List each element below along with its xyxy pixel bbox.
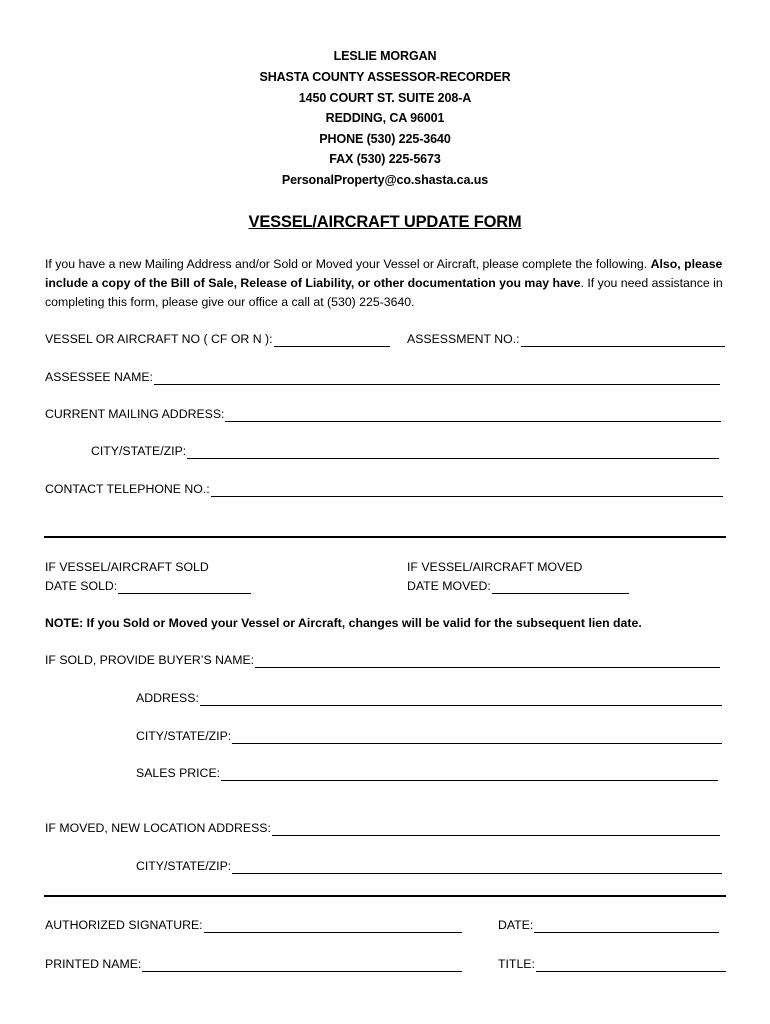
buyer-name-field[interactable]: [45, 652, 720, 668]
date-sold-input-line[interactable]: [118, 581, 251, 594]
office-phone: PHONE (530) 225-3640: [319, 132, 451, 146]
buyer-address-label: ADDRESS:: [136, 691, 199, 705]
buyer-name-input-line[interactable]: [255, 655, 720, 668]
buyer-city-state-zip-input-line[interactable]: [232, 731, 722, 744]
sold-heading: IF VESSEL/AIRCRAFT SOLD: [45, 560, 209, 574]
city-state-zip-input-line[interactable]: [187, 446, 719, 459]
assessee-name-label: ASSESSEE NAME:: [45, 370, 153, 384]
sales-price-label: SALES PRICE:: [136, 766, 221, 780]
buyer-city-state-zip-label: CITY/STATE/ZIP:: [136, 729, 232, 743]
intro-text-end: . If you need assistance in completing this form, please give our office a call at (530) 225-3640.: [45, 276, 723, 309]
sales-price-field[interactable]: [136, 765, 718, 781]
contact-phone-field[interactable]: [45, 481, 723, 497]
assessment-no-field[interactable]: [407, 331, 725, 347]
mailing-address-field[interactable]: [45, 406, 721, 422]
date-moved-field[interactable]: [407, 578, 629, 594]
new-city-state-zip-field[interactable]: [136, 858, 722, 874]
mailing-address-label: CURRENT MAILING ADDRESS:: [45, 407, 225, 421]
assessee-name-input-line[interactable]: [154, 372, 720, 385]
sales-price-input-line[interactable]: [221, 768, 718, 781]
intro-paragraph: [45, 255, 730, 312]
buyer-city-state-zip-field[interactable]: [136, 728, 722, 744]
office-email: PersonalProperty@co.shasta.ca.us: [281, 173, 489, 187]
moved-heading: IF VESSEL/AIRCRAFT MOVED: [407, 560, 583, 574]
date-moved-label: DATE MOVED:: [407, 579, 491, 593]
printed-name-input-line[interactable]: [142, 959, 462, 972]
authorized-signature-input-line[interactable]: [204, 920, 462, 933]
signer-title-label: TITLE:: [498, 957, 535, 971]
buyer-name-label: IF SOLD, PROVIDE BUYER’S NAME:: [45, 653, 255, 667]
new-city-state-zip-input-line[interactable]: [232, 861, 722, 874]
mailing-address-input-line[interactable]: [225, 409, 721, 422]
section-divider: [44, 536, 726, 538]
vessel-no-input-line[interactable]: [274, 334, 390, 347]
lien-date-note: NOTE: If you Sold or Moved your Vessel or Aircraft, changes will be valid for the subsequent lien date.: [45, 616, 642, 630]
date-sold-field[interactable]: [45, 578, 251, 594]
date-moved-input-line[interactable]: [492, 581, 629, 594]
authorized-signature-label: AUTHORIZED SIGNATURE:: [45, 918, 203, 932]
office-city: REDDING, CA 96001: [325, 111, 445, 125]
signature-date-field[interactable]: [498, 917, 719, 933]
contact-phone-input-line[interactable]: [211, 484, 723, 497]
assessment-no-label: ASSESSMENT NO.:: [407, 332, 520, 346]
contact-phone-label: CONTACT TELEPHONE NO.:: [45, 482, 210, 496]
new-location-field[interactable]: [45, 820, 720, 836]
date-sold-label: DATE SOLD:: [45, 579, 118, 593]
authorized-signature-field[interactable]: [45, 917, 462, 933]
printed-name-field[interactable]: [45, 956, 462, 972]
office-street: 1450 COURT ST. SUITE 208-A: [298, 91, 472, 105]
new-location-label: IF MOVED, NEW LOCATION ADDRESS:: [45, 821, 271, 835]
assessor-name: LESLIE MORGAN: [333, 49, 437, 63]
buyer-address-field[interactable]: [136, 690, 722, 706]
assessment-no-input-line[interactable]: [521, 334, 725, 347]
signature-date-input-line[interactable]: [534, 920, 719, 933]
new-city-state-zip-label: CITY/STATE/ZIP:: [136, 859, 232, 873]
city-state-zip-field[interactable]: [91, 443, 719, 459]
assessee-name-field[interactable]: [45, 369, 720, 385]
office-fax: FAX (530) 225-5673: [329, 152, 441, 166]
signer-title-field[interactable]: [498, 956, 726, 972]
office-name: SHASTA COUNTY ASSESSOR-RECORDER: [259, 70, 511, 84]
buyer-address-input-line[interactable]: [200, 693, 722, 706]
vessel-no-label: VESSEL OR AIRCRAFT NO ( CF OR N ):: [45, 332, 273, 346]
city-state-zip-label: CITY/STATE/ZIP:: [91, 444, 187, 458]
signature-date-label: DATE:: [498, 918, 534, 932]
intro-bold-text: Also, please include a copy of the Bill of Sale, Release of Liability, or other documentation you may have: [45, 257, 723, 290]
intro-text: If you have a new Mailing Address and/or Sold or Moved your Vessel or Aircraft, please complete the following.: [45, 257, 651, 271]
signature-divider: [44, 895, 726, 897]
new-location-input-line[interactable]: [272, 823, 720, 836]
printed-name-label: PRINTED NAME:: [45, 957, 142, 971]
form-title: VESSEL/AIRCRAFT UPDATE FORM: [248, 213, 522, 231]
vessel-no-field[interactable]: [45, 331, 390, 347]
signer-title-input-line[interactable]: [536, 959, 726, 972]
